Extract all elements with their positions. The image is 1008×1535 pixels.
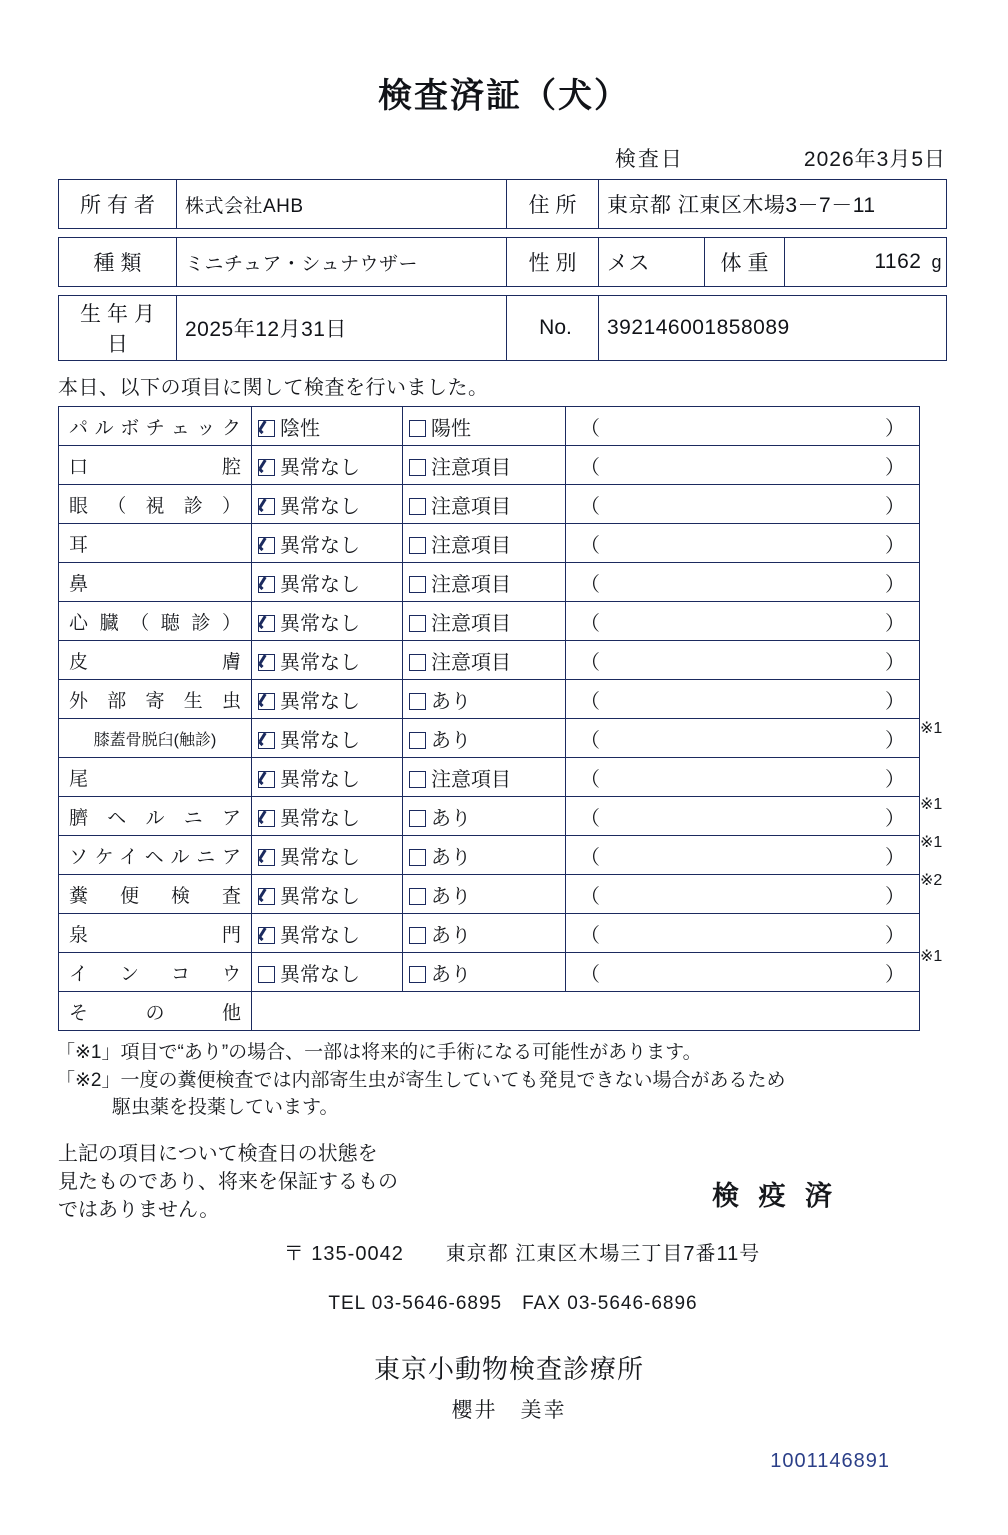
checklist-option-normal[interactable]: [252, 485, 403, 524]
breed-label: 種類: [59, 238, 177, 287]
checklist-item-label: 膝蓋骨脱臼(触診): [59, 719, 252, 758]
checklist-option-label: 異常なし: [280, 651, 360, 674]
close-paren: ）: [885, 534, 905, 557]
checklist-option-label: 注意項目: [431, 768, 511, 791]
checkbox-icon[interactable]: [409, 732, 426, 749]
checklist-option-label: 注意項目: [431, 534, 511, 557]
footnote-2: 「※2」一度の糞便検査では内部寄生虫が寄生していても発見できない場合があるため: [56, 1069, 786, 1091]
checklist-remark-field[interactable]: [566, 641, 920, 680]
table-row: [59, 180, 947, 229]
close-paren: ）: [885, 924, 905, 947]
weight-unit: g: [931, 252, 942, 272]
table-row: [59, 719, 920, 758]
checklist-option-label: 異常なし: [280, 729, 360, 752]
checklist-item-label: 口腔: [59, 446, 252, 485]
veterinarian-name: 櫻井 美幸: [451, 1398, 567, 1422]
open-paren: （: [580, 495, 600, 518]
checklist-item-label: インコウ: [59, 953, 252, 992]
table-row: [59, 238, 947, 287]
address-value: 東京都 江東区木場3－7－11: [599, 180, 947, 229]
open-paren: （: [580, 963, 600, 986]
footnote-mark: [920, 976, 990, 1014]
table-row: [59, 953, 920, 992]
footnote-mark: [920, 748, 990, 786]
checklist-option-normal[interactable]: [252, 875, 403, 914]
checkbox-icon[interactable]: [258, 732, 275, 749]
close-paren: ）: [885, 690, 905, 713]
checkbox-icon[interactable]: [409, 849, 426, 866]
checklist-option-normal[interactable]: [252, 758, 403, 797]
checklist-option-abnormal[interactable]: [403, 953, 566, 992]
checklist-option-abnormal[interactable]: [403, 524, 566, 563]
checklist-option-label: 注意項目: [431, 612, 511, 635]
checklist-item-label: 外部寄生虫: [59, 680, 252, 719]
close-paren: ）: [885, 963, 905, 986]
clinic-contact: TEL 03-5646-6895 FAX 03-5646-6896: [328, 1292, 698, 1314]
checklist-option-normal[interactable]: [252, 446, 403, 485]
checklist-option-label: 注意項目: [431, 651, 511, 674]
checklist-remark-field[interactable]: [566, 485, 920, 524]
intro-text: 本日、以下の項目に関して検査を行いました。: [58, 377, 489, 399]
checkbox-icon[interactable]: [409, 810, 426, 827]
checklist-remark-field[interactable]: [566, 797, 920, 836]
checklist-option-label: 異常なし: [280, 807, 360, 830]
checklist-option-label: 陽性: [431, 417, 471, 440]
close-paren: ）: [885, 768, 905, 791]
table-row: [59, 602, 920, 641]
table-row: [59, 446, 920, 485]
checklist-option-normal[interactable]: [252, 641, 403, 680]
checklist-item-label: 耳: [59, 524, 252, 563]
open-paren: （: [580, 690, 600, 713]
birthdate-label: 生年月日: [59, 296, 177, 361]
open-paren: （: [580, 534, 600, 557]
checklist-option-label: あり: [431, 846, 471, 869]
checklist-option-abnormal[interactable]: [403, 836, 566, 875]
checkbox-icon[interactable]: [258, 498, 275, 515]
checklist-remark-field[interactable]: [566, 563, 920, 602]
footnote-mark: [920, 900, 990, 938]
checklist-remark-field[interactable]: [566, 953, 920, 992]
checklist-item-label: パルボチェック: [59, 407, 252, 446]
checklist-option-abnormal[interactable]: [403, 563, 566, 602]
footnote-mark: ※2: [920, 872, 943, 889]
checklist-option-abnormal[interactable]: [403, 485, 566, 524]
owner-label: 所有者: [59, 180, 177, 229]
disclaimer-line-1: 上記の項目について検査日の状態を: [58, 1142, 378, 1165]
footnote-2-cont: 駆虫薬を投薬しています。: [112, 1097, 339, 1119]
checklist-option-normal[interactable]: [252, 797, 403, 836]
table-row: [59, 992, 920, 1031]
weight-number: 1162: [874, 250, 922, 273]
checklist-free-note[interactable]: [252, 992, 920, 1031]
header-table: [58, 179, 947, 229]
checklist-option-abnormal[interactable]: [403, 875, 566, 914]
open-paren: （: [580, 885, 600, 908]
quarantine-stamp: 検 疫 済: [711, 1180, 838, 1211]
exam-date-label: 検査日: [614, 148, 684, 171]
close-paren: ）: [885, 846, 905, 869]
checkbox-icon[interactable]: [409, 537, 426, 554]
open-paren: （: [580, 846, 600, 869]
footnote-mark: [920, 444, 990, 482]
checklist-option-label: 異常なし: [280, 690, 360, 713]
checklist-remark-field[interactable]: [566, 836, 920, 875]
checklist-wrapper: [0, 406, 1008, 1031]
checklist-option-label: あり: [431, 690, 471, 713]
footnote-mark: [920, 406, 990, 444]
table-row: [59, 836, 920, 875]
serial-number: 1001146891: [770, 1449, 890, 1472]
checklist-option-label: あり: [431, 963, 471, 986]
checklist-option-normal[interactable]: [252, 914, 403, 953]
close-paren: ）: [885, 612, 905, 635]
checklist-remark-field[interactable]: [566, 407, 920, 446]
checkbox-icon[interactable]: [258, 420, 275, 437]
checklist-option-label: 陰性: [280, 417, 320, 440]
weight-value: [785, 238, 947, 287]
checklist-option-label: あり: [431, 885, 471, 908]
microchip-no-label: No.: [507, 296, 599, 361]
table-row: [59, 563, 920, 602]
checklist-table: [58, 406, 920, 1031]
checkbox-icon[interactable]: [409, 459, 426, 476]
checklist-option-label: 異常なし: [280, 885, 360, 908]
checklist-option-abnormal[interactable]: [403, 797, 566, 836]
checkbox-icon[interactable]: [258, 810, 275, 827]
breed-value: ミニチュア・シュナウザー: [177, 238, 507, 287]
checklist-option-label: 異常なし: [280, 768, 360, 791]
close-paren: ）: [885, 651, 905, 674]
footnote-mark: [920, 482, 990, 520]
open-paren: （: [580, 417, 600, 440]
certificate-page: [0, 68, 1008, 1535]
clinic-name: 東京小動物検査診療所: [373, 1353, 644, 1384]
checkbox-icon[interactable]: [409, 966, 426, 983]
checklist-remark-field[interactable]: [566, 914, 920, 953]
checkbox-icon[interactable]: [409, 771, 426, 788]
checkbox-icon[interactable]: [258, 654, 275, 671]
checklist-remark-field[interactable]: [566, 446, 920, 485]
sex-label: 性別: [507, 238, 599, 287]
exam-date-value: 2026年3月5日: [803, 148, 946, 171]
checklist-item-label: 眼（視診）: [59, 485, 252, 524]
close-paren: ）: [885, 417, 905, 440]
table-row: [59, 524, 920, 563]
checklist-option-label: あり: [431, 924, 471, 947]
checklist-option-label: 注意項目: [431, 495, 511, 518]
checkbox-icon[interactable]: [409, 888, 426, 905]
close-paren: ）: [885, 456, 905, 479]
footnotes: [56, 1039, 1008, 1122]
checkbox-icon[interactable]: [258, 615, 275, 632]
exam-date-row: [0, 143, 946, 173]
clinic-address: 〒 135-0042 東京都 江東区木場三丁目7番11号: [283, 1242, 761, 1265]
checklist-item-label: 臍ヘルニア: [59, 797, 252, 836]
address-label: 住所: [507, 180, 599, 229]
checkbox-icon[interactable]: [409, 693, 426, 710]
checklist-item-label: 糞便検査: [59, 875, 252, 914]
microchip-no-value: 392146001858089: [599, 296, 947, 361]
checkbox-icon[interactable]: [258, 459, 275, 476]
checklist-remark-field[interactable]: [566, 602, 920, 641]
open-paren: （: [580, 807, 600, 830]
checklist-remark-field[interactable]: [566, 758, 920, 797]
table-row: [59, 914, 920, 953]
table-row: [59, 407, 920, 446]
checklist-remark-field[interactable]: [566, 524, 920, 563]
checklist-option-abnormal[interactable]: [403, 758, 566, 797]
checkbox-icon[interactable]: [258, 888, 275, 905]
checklist-option-label: 異常なし: [280, 924, 360, 947]
checklist-item-label: 尾: [59, 758, 252, 797]
page-title: 検査済証（犬）: [378, 77, 630, 115]
table-row: [59, 296, 947, 361]
checklist-option-normal[interactable]: [252, 524, 403, 563]
header-table-3: [58, 295, 947, 361]
footnote-mark: ※1: [920, 834, 943, 851]
close-paren: ）: [885, 729, 905, 752]
checklist-option-abnormal[interactable]: [403, 680, 566, 719]
owner-value: 株式会社AHB: [177, 180, 507, 229]
checkbox-icon[interactable]: [409, 420, 426, 437]
footnote-mark: [920, 596, 990, 634]
checklist-option-normal[interactable]: [252, 602, 403, 641]
open-paren: （: [580, 612, 600, 635]
footnote-marks-column: [920, 406, 990, 1014]
footnote-mark: [920, 520, 990, 558]
open-paren: （: [580, 924, 600, 947]
checklist-item-label: その他: [59, 992, 252, 1031]
checkbox-icon[interactable]: [258, 537, 275, 554]
close-paren: ）: [885, 573, 905, 596]
open-paren: （: [580, 651, 600, 674]
open-paren: （: [580, 456, 600, 479]
open-paren: （: [580, 768, 600, 791]
checkbox-icon[interactable]: [409, 576, 426, 593]
checklist-option-normal[interactable]: [252, 953, 403, 992]
checklist-option-normal[interactable]: [252, 836, 403, 875]
checklist-option-label: 異常なし: [280, 612, 360, 635]
checklist-remark-field[interactable]: [566, 719, 920, 758]
close-paren: ）: [885, 807, 905, 830]
checkbox-icon[interactable]: [258, 966, 275, 983]
checklist-option-label: 異常なし: [280, 963, 360, 986]
close-paren: ）: [885, 495, 905, 518]
checklist-option-label: 注意項目: [431, 456, 511, 479]
checkbox-icon[interactable]: [409, 615, 426, 632]
checklist-option-abnormal[interactable]: [403, 641, 566, 680]
disclaimer-line-3: ではありません。: [58, 1199, 220, 1222]
open-paren: （: [580, 729, 600, 752]
checklist-option-normal[interactable]: [252, 719, 403, 758]
table-row: [59, 680, 920, 719]
checklist-item-label: 皮膚: [59, 641, 252, 680]
checklist-item-label: 鼻: [59, 563, 252, 602]
checklist-option-label: 異常なし: [280, 456, 360, 479]
disclaimer: [58, 1140, 478, 1225]
weight-label: 体重: [705, 238, 785, 287]
checklist-item-label: ソケイヘルニア: [59, 836, 252, 875]
disclaimer-line-2: 見たものであり、将来を保証するもの: [58, 1171, 398, 1194]
open-paren: （: [580, 573, 600, 596]
checklist-option-label: あり: [431, 729, 471, 752]
checklist-option-normal[interactable]: [252, 407, 403, 446]
bottom-block: [0, 1140, 1008, 1473]
checklist-option-normal[interactable]: [252, 563, 403, 602]
footnote-mark: [920, 558, 990, 596]
table-row: [59, 875, 920, 914]
footnote-mark: ※1: [920, 948, 943, 965]
footnote-mark: [920, 634, 990, 672]
sex-value: メス: [599, 238, 705, 287]
footnote-mark: [920, 672, 990, 710]
footnote-mark: ※1: [920, 796, 943, 813]
checklist-option-abnormal[interactable]: [403, 602, 566, 641]
table-row: [59, 758, 920, 797]
checklist-option-label: 注意項目: [431, 573, 511, 596]
checkbox-icon[interactable]: [409, 927, 426, 944]
checkbox-icon[interactable]: [258, 927, 275, 944]
table-row: [59, 641, 920, 680]
checklist-option-normal[interactable]: [252, 680, 403, 719]
birthdate-value: 2025年12月31日: [177, 296, 507, 361]
checklist-option-abnormal[interactable]: [403, 407, 566, 446]
table-row: [59, 797, 920, 836]
checklist-remark-field[interactable]: [566, 680, 920, 719]
checkbox-icon[interactable]: [409, 654, 426, 671]
checkbox-icon[interactable]: [258, 576, 275, 593]
checklist-item-label: 心臓（聴診）: [59, 602, 252, 641]
checklist-remark-field[interactable]: [566, 875, 920, 914]
checkbox-icon[interactable]: [258, 849, 275, 866]
checklist-option-label: 異常なし: [280, 846, 360, 869]
close-paren: ）: [885, 885, 905, 908]
header-table-2: [58, 237, 947, 287]
checklist-option-label: 異常なし: [280, 534, 360, 557]
checklist-option-abnormal[interactable]: [403, 446, 566, 485]
checklist-option-abnormal[interactable]: [403, 719, 566, 758]
checklist-item-label: 泉門: [59, 914, 252, 953]
checkbox-icon[interactable]: [409, 498, 426, 515]
checklist-option-abnormal[interactable]: [403, 914, 566, 953]
footnote-1: 「※1」項目で“あり”の場合、一部は将来的に手術になる可能性があります。: [56, 1042, 702, 1063]
checklist-option-label: あり: [431, 807, 471, 830]
checklist-option-label: 異常なし: [280, 495, 360, 518]
footnote-mark: ※1: [920, 720, 943, 737]
table-row: [59, 485, 920, 524]
checkbox-icon[interactable]: [258, 771, 275, 788]
checklist-option-label: 異常なし: [280, 573, 360, 596]
checkbox-icon[interactable]: [258, 693, 275, 710]
